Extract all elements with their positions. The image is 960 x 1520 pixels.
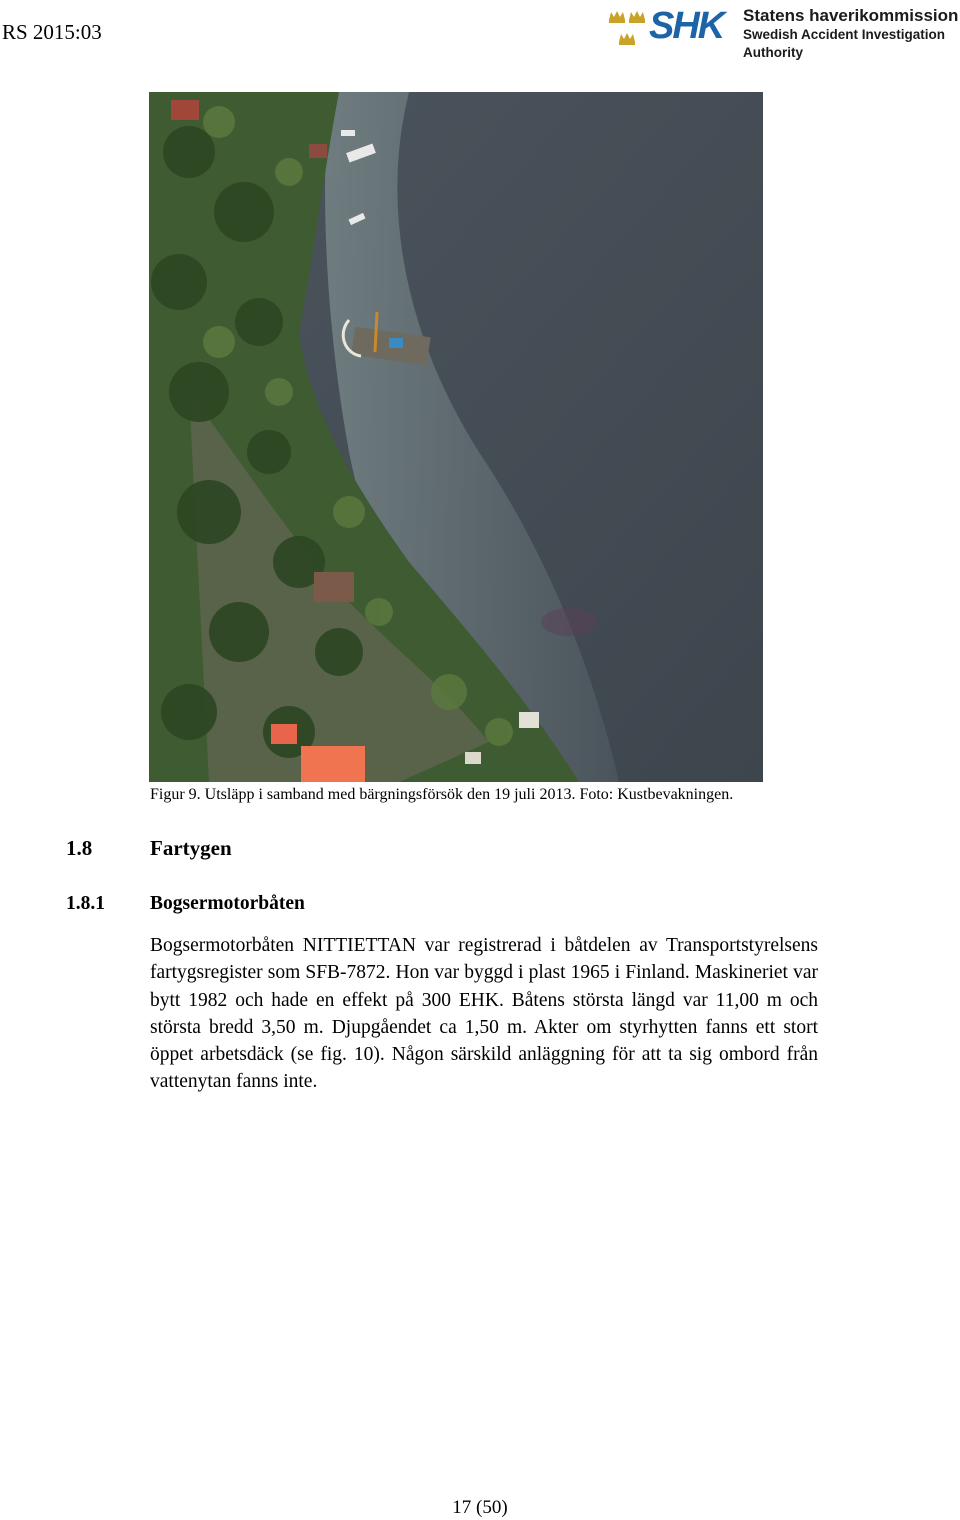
page-number: 17 (50) (452, 1497, 508, 1518)
shk-logo-text (743, 6, 959, 62)
subsection-number: 1.8.1 (66, 893, 105, 914)
figure-caption: Figur 9. Utsläpp i samband med bärgningsförsök den 19 juli 2013. Foto: Kustbevakningen. (150, 786, 734, 803)
aerial-photo-oil-spill (149, 92, 763, 782)
shk-logo-mark: SHK (649, 5, 724, 47)
subsection-title: Bogsermotorbåten (150, 893, 305, 914)
section-number: 1.8 (66, 836, 93, 860)
authority-name-en: Swedish Accident Investigation Authority (743, 27, 946, 60)
authority-name-sv: Statens haverikommission (743, 6, 959, 25)
section-title: Fartygen (150, 836, 232, 860)
report-reference: RS 2015:03 (2, 20, 102, 44)
shk-logo (607, 4, 959, 60)
body-paragraph: Bogsermotorbåten NITTIETTAN var registrerad i båtdelen av Transportstyrelsens fartygsregister som SFB-7872. Hon var byggd i plast 1965 i Finland. Maskineriet var bytt 1982 och hade en effekt på 300 EHK. Båtens största längd var 11,00 m och största bredd 3,50 m. Djupgåendet ca 1,50 m. Akter om styrhytten fanns ett stort öppet arbetsdäck (se fig. 10). Någon särskild anläggning för att ta sig ombord från vattenytan fanns inte. (150, 935, 818, 1093)
three-crowns-icon (607, 6, 647, 46)
